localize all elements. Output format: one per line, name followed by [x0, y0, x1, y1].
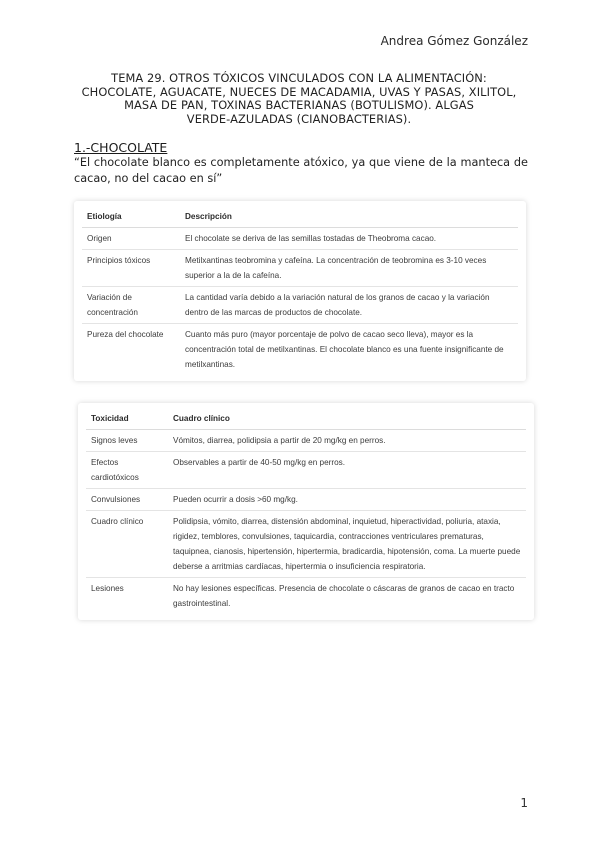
title-line: TEMA 29. OTROS TÓXICOS VINCULADOS CON LA ALIMENTACIÓN: [111, 71, 487, 85]
row-label: Pureza del chocolate [87, 330, 164, 339]
row-description: Polidipsia, vómito, diarrea, distensión abdominal, inquietud, hiperactividad, poliuria, ataxia, rigidez, temblores, convulsiones, taquicardia, contracciones ventriculares prematuras, taquipnea, cianosis, hipertensión, hipertermia, bradicardia, hipotensión, coma. La muerte puede deberse a arritmias cardíacas, hipertermia o insuficiencia respiratoria. [168, 511, 526, 578]
row-description: Observables a partir de 40-50 mg/kg en perros. [168, 452, 526, 489]
section-quote: “El chocolate blanco es completamente atóxico, ya que viene de la manteca de cacao, no del cacao en sí” [74, 156, 528, 185]
row-description: Vómitos, diarrea, polidipsia a partir de 20 mg/kg en perros. [168, 430, 526, 452]
table-row [82, 324, 518, 376]
table-row [86, 452, 526, 489]
row-label: Signos leves [86, 430, 168, 452]
row-description: Cuanto más puro (mayor porcentaje de polvo de cacao seco lleva), mayor es la concentración total de metilxantinas. El chocolate blanco es una fuente insignificante de metilxantinas. [185, 330, 504, 369]
table-row [82, 287, 518, 324]
row-label: Convulsiones [86, 489, 168, 511]
table-row [86, 489, 526, 511]
title-line: CHOCOLATE, AGUACATE, NUECES DE MACADAMIA, UVAS Y PASAS, XILITOL, [81, 84, 517, 99]
row-label: Efectos cardiotóxicos [86, 452, 168, 489]
row-description: Metilxantinas teobromina y cafeína. La concentración de teobromina es 3-10 veces superior a la de la cafeína. [180, 250, 518, 287]
row-label: Cuadro clínico [86, 511, 168, 578]
table-header-row [86, 409, 526, 430]
page-number: 1 [520, 796, 528, 810]
document-title [60, 72, 538, 126]
section-heading: 1.-CHOCOLATE [74, 140, 168, 155]
column-header: Cuadro clínico [168, 409, 526, 430]
etiology-table [74, 201, 526, 381]
row-description: El chocolate se deriva de las semillas tostadas de Theobroma cacao. [180, 228, 518, 250]
table-row [86, 511, 526, 578]
column-header: Etiología [82, 207, 180, 228]
column-header: Descripción [180, 207, 518, 228]
toxicity-table [78, 403, 534, 620]
table-row [82, 250, 518, 287]
table-header-row [82, 207, 518, 228]
row-label: Lesiones [91, 584, 124, 593]
row-description: No hay lesiones específicas. Presencia de chocolate o cáscaras de granos de cacao en tracto gastrointestinal. [173, 584, 515, 608]
table-row [82, 228, 518, 250]
row-description: Pueden ocurrir a dosis >60 mg/kg. [168, 489, 526, 511]
title-line: VERDE-AZULADAS (CIANOBACTERIAS). [186, 111, 412, 126]
column-header: Toxicidad [86, 409, 168, 430]
row-description: La cantidad varía debido a la variación natural de los granos de cacao y la variación dentro de las marcas de productos de chocolate. [180, 287, 518, 324]
table-row [86, 578, 526, 615]
table-row [86, 430, 526, 452]
title-line: MASA DE PAN, TOXINAS BACTERIANAS (BOTULISMO). ALGAS [124, 98, 474, 113]
author-name: Andrea Gómez González [380, 34, 528, 48]
row-label: Origen [82, 228, 180, 250]
row-label: Variación de concentración [82, 287, 180, 324]
row-label: Principios tóxicos [82, 250, 180, 287]
